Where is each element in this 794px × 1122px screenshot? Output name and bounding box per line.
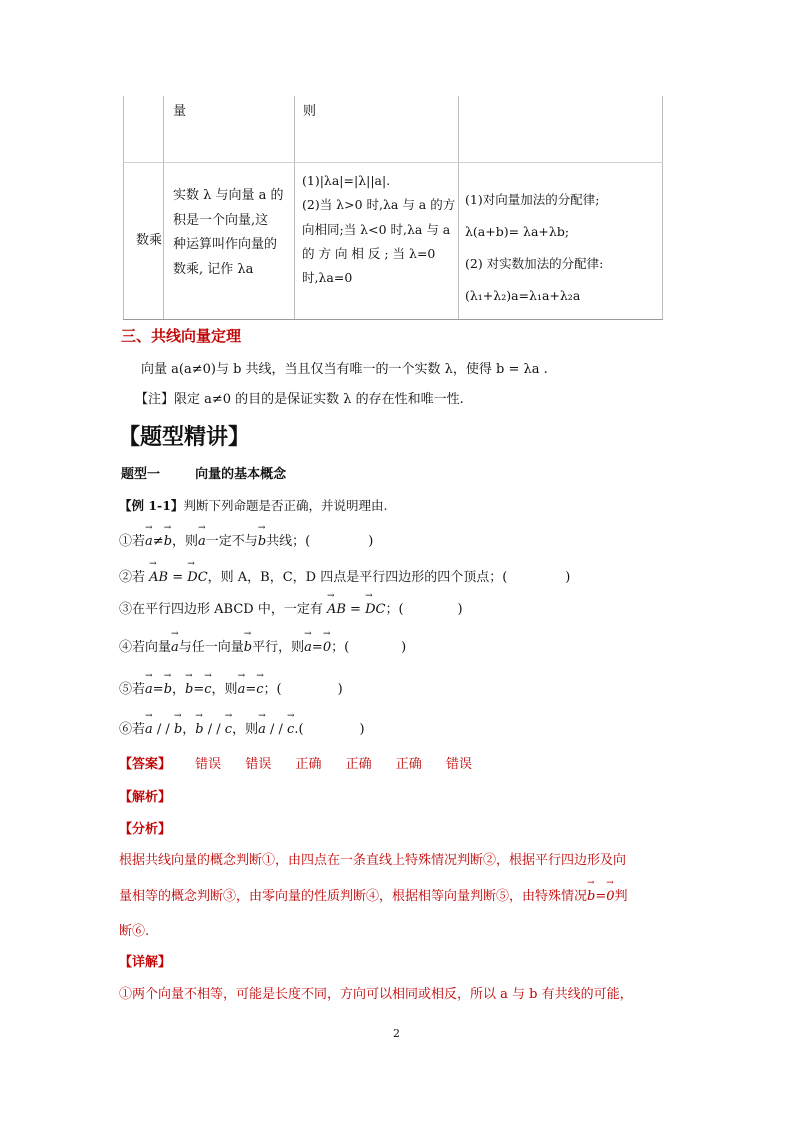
item-text: = xyxy=(311,640,323,655)
item-text: ≠ xyxy=(152,534,164,549)
item-6 xyxy=(119,718,365,737)
item-text: = xyxy=(345,602,366,617)
vector-symbol: → DC xyxy=(365,602,385,617)
vector-symbol: → b xyxy=(185,682,193,697)
item-1 xyxy=(119,530,373,549)
item-text: = xyxy=(152,682,164,697)
vector-symbol: → a xyxy=(171,640,179,655)
cell-line: 积是一个向量,这 xyxy=(173,212,269,228)
vector-symbol: → c xyxy=(287,722,294,737)
vector-symbol: → AB xyxy=(149,570,168,585)
answer-value: 正确 xyxy=(345,757,372,772)
answer-value: 错误 xyxy=(245,757,272,772)
topic-heading xyxy=(121,463,286,482)
analysis-text: 判 xyxy=(614,889,628,904)
table-divider xyxy=(294,96,295,320)
vector-symbol: → a xyxy=(238,682,246,697)
item-text: ①若 xyxy=(119,534,146,549)
answer-row xyxy=(119,753,472,772)
table-row-header: 数乘 xyxy=(136,233,163,248)
cell-line: 实数 λ 与向量 a 的 xyxy=(173,188,284,203)
item-text: ，则 xyxy=(172,534,199,549)
vector-symbol: → AB xyxy=(327,602,346,617)
cell-line: (λ₁+λ₂)a=λ₁a+λ₂a xyxy=(465,288,581,303)
item-text: ；( xyxy=(263,682,282,697)
item-text: ) xyxy=(401,640,407,655)
item-text: ，则 xyxy=(211,682,238,697)
table-row-divider xyxy=(123,162,663,163)
item-text: ， xyxy=(172,682,186,697)
item-text: = xyxy=(193,682,205,697)
table-divider xyxy=(163,96,164,320)
topic-label: 题型一 xyxy=(121,467,161,482)
item-text: ⑥若 xyxy=(119,722,146,737)
item-text: = xyxy=(168,570,188,585)
item-4 xyxy=(119,636,406,655)
item-text: 共线；( xyxy=(266,534,311,549)
vector-symbol: → b xyxy=(164,682,172,697)
item-text: ) xyxy=(337,682,343,697)
item-text: .( xyxy=(294,722,304,737)
item-text: ) xyxy=(368,534,374,549)
item-text: 与任一向量 xyxy=(178,640,244,655)
vector-symbol: → c xyxy=(204,682,211,697)
vector-symbol: → a xyxy=(145,534,153,549)
item-text: 一定不与 xyxy=(205,534,258,549)
vector-symbol: → a xyxy=(145,682,153,697)
item-text: ③在平行四边形 ABCD 中，一定有 xyxy=(119,602,327,617)
answer-value: 错误 xyxy=(195,757,222,772)
item-text: ⑤若 xyxy=(119,682,146,697)
table-divider xyxy=(458,96,459,320)
cell-line: 数乘, 记作 λa xyxy=(173,261,254,277)
vector-symbol: → b xyxy=(587,889,595,904)
vector-symbol: → c xyxy=(256,682,263,697)
vector-symbol: → a xyxy=(145,722,153,737)
item-text: = xyxy=(245,682,257,697)
vector-symbol: → b xyxy=(244,640,252,655)
item-5 xyxy=(119,678,343,697)
analysis-text: = xyxy=(595,889,607,904)
item-text: ) xyxy=(359,722,365,737)
item-text: 平行，则 xyxy=(252,640,305,655)
analysis-sub-label: 【分析】 xyxy=(119,822,172,837)
cell-line: 种运算叫作向量的 xyxy=(173,237,278,252)
analysis-line xyxy=(119,885,628,904)
item-text: ；( xyxy=(385,602,404,617)
topic-title: 向量的基本概念 xyxy=(195,467,287,482)
analysis-text: 量相等的概念判断③，由零向量的性质判断④，根据相等向量判断⑤，由特殊情况 xyxy=(119,889,588,904)
table-border-left xyxy=(123,96,124,320)
theorem-statement: 向量 a(a≠0)与 b 共线，当且仅当有唯一的一个实数 λ，使得 b = λa . xyxy=(141,362,548,377)
cell-line: 向相同;当 λ<0 时,λa 与 a xyxy=(302,221,451,237)
page-number: 2 xyxy=(393,1027,400,1040)
answer-value: 正确 xyxy=(395,757,422,772)
example-intro xyxy=(119,496,387,514)
item-text: / / xyxy=(152,722,174,737)
table-cell xyxy=(173,184,284,282)
item-text: ④若向量 xyxy=(119,640,172,655)
item-text: ， xyxy=(182,722,196,737)
item-2 xyxy=(119,566,570,585)
analysis-label: 【解析】 xyxy=(119,790,172,805)
item-text: ；( xyxy=(331,640,350,655)
vector-symbol: → a xyxy=(258,722,266,737)
cell-line: (2) 对实数加法的分配律: xyxy=(465,256,604,271)
item-text: / / xyxy=(265,722,288,737)
operations-table xyxy=(123,96,663,320)
vector-symbol: → b xyxy=(174,722,182,737)
vector-symbol: → b xyxy=(164,534,172,549)
table-cell: 量 xyxy=(173,104,187,119)
detail-label: 【详解】 xyxy=(119,955,172,970)
cell-line: (2)当 λ>0 时,λa 与 a 的方 xyxy=(302,197,456,213)
vector-symbol: → 0 xyxy=(323,640,331,655)
item-text: ，则 A，B，C，D 四点是平行四边形的四个顶点；( xyxy=(207,570,508,585)
cell-line: 时,λa=0 xyxy=(302,270,353,286)
answer-value: 错误 xyxy=(445,757,472,772)
cell-line: 的 方 向 相 反 ; 当 λ=0 xyxy=(302,245,436,261)
cell-line: (1)对向量加法的分配律; xyxy=(465,192,600,207)
vector-symbol: → b xyxy=(258,534,266,549)
vector-symbol: → DC xyxy=(187,570,207,585)
cell-line: (1)|λa|=|λ||a|. xyxy=(302,173,391,188)
analysis-line: 断⑥. xyxy=(119,924,150,939)
theorem-note: 【注】限定 a≠0 的目的是保证实数 λ 的存在性和唯一性. xyxy=(135,392,464,407)
item-text: ) xyxy=(457,602,463,617)
vector-symbol: → b xyxy=(195,722,203,737)
vector-symbol: → c xyxy=(225,722,232,737)
table-cell: 则 xyxy=(303,104,317,119)
table-border-bottom xyxy=(123,319,663,320)
item-text: ，则 xyxy=(232,722,259,737)
vector-symbol: → a xyxy=(304,640,312,655)
analysis-line: 根据共线向量的概念判断①，由四点在一条直线上特殊情况判断②，根据平行四边形及向 xyxy=(119,853,627,868)
vector-symbol: → a xyxy=(198,534,206,549)
table-border-right xyxy=(662,96,663,320)
vector-symbol: → 0 xyxy=(606,889,614,904)
page-heading: 【题型精讲】 xyxy=(118,425,251,450)
example-label: 【例 1-1】 xyxy=(119,498,184,513)
answer-value: 正确 xyxy=(295,757,322,772)
cell-line: λ(a+b)= λa+λb; xyxy=(465,224,570,239)
section-heading: 三、共线向量定理 xyxy=(121,327,242,345)
item-3 xyxy=(119,598,463,617)
table-cell xyxy=(465,184,603,312)
item-text: / / xyxy=(203,722,225,737)
item-text: ) xyxy=(565,570,571,585)
answer-label: 【答案】 xyxy=(119,757,172,772)
item-text: ②若 xyxy=(119,570,150,585)
table-cell xyxy=(302,169,455,290)
example-text: 判断下列命题是否正确，并说明理由. xyxy=(183,498,388,513)
detail-line: ①两个向量不相等，可能是长度不同，方向可以相同或相反，所以 a 与 b 有共线的可能， xyxy=(119,987,633,1002)
